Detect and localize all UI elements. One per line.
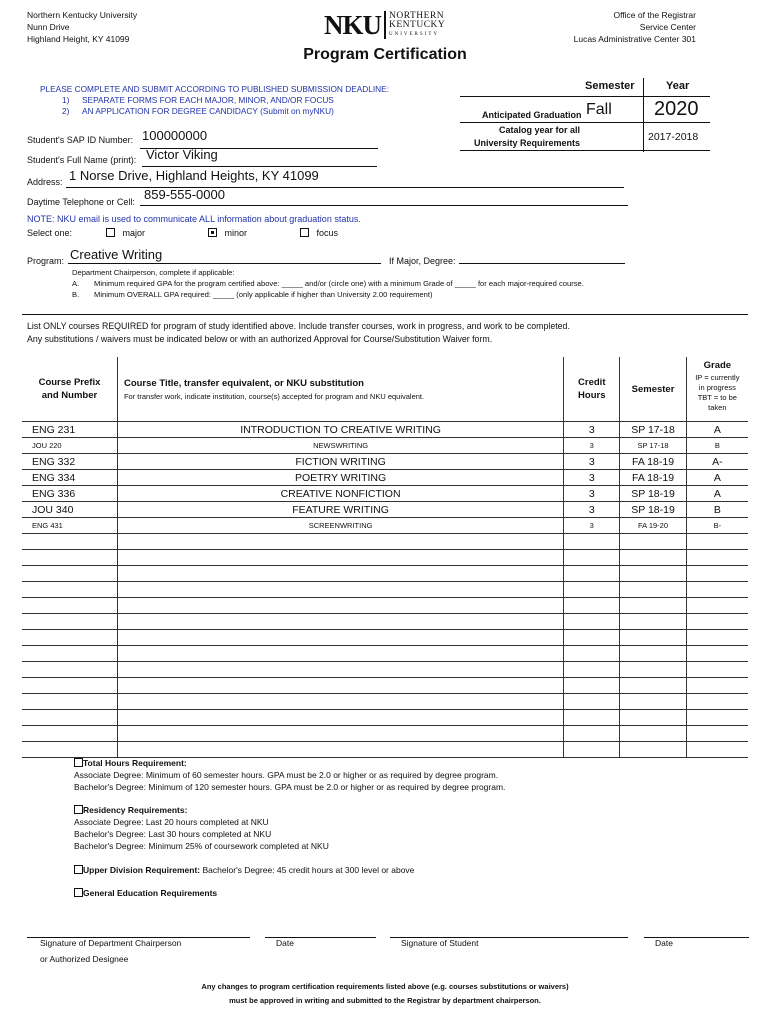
course-prefix-cell[interactable]: ENG 231 bbox=[22, 422, 117, 438]
semester-cell[interactable]: SP 18-19 bbox=[620, 502, 686, 518]
general-education-requirement bbox=[74, 887, 217, 899]
catalog-value[interactable]: 2017-2018 bbox=[648, 131, 699, 143]
instruction-item bbox=[40, 106, 389, 117]
program-label: Program: bbox=[27, 256, 65, 266]
empty-cell[interactable] bbox=[686, 646, 748, 662]
logo-divider bbox=[384, 11, 386, 39]
chair-item-b bbox=[72, 289, 584, 300]
full-name-underline bbox=[142, 166, 377, 167]
empty-cell[interactable] bbox=[686, 534, 748, 550]
header-text: and Number bbox=[41, 390, 98, 401]
header-title bbox=[117, 357, 563, 422]
footer-note bbox=[0, 980, 770, 1008]
empty-cell[interactable] bbox=[564, 614, 620, 630]
empty-cell[interactable] bbox=[686, 678, 748, 694]
credit-hours-cell[interactable]: 3 bbox=[564, 486, 620, 502]
requirement-title: Upper Division Requirement: bbox=[83, 865, 201, 875]
chair-item-a bbox=[72, 278, 584, 289]
address-line: Office of the Registrar bbox=[613, 10, 696, 20]
address-label: Address: bbox=[27, 177, 63, 187]
semester-cell[interactable]: SP 17-18 bbox=[620, 438, 686, 454]
empty-cell[interactable] bbox=[564, 726, 620, 742]
option-major[interactable] bbox=[106, 228, 145, 238]
program-field[interactable]: Creative Writing bbox=[70, 247, 163, 262]
course-prefix-cell[interactable]: ENG 336 bbox=[22, 486, 117, 502]
student-signature-label: Signature of Student bbox=[401, 938, 479, 948]
requirement-title: Total Hours Requirement: bbox=[83, 758, 187, 768]
logo-nku-text: NKU bbox=[324, 10, 381, 40]
instruction-item bbox=[40, 95, 389, 106]
empty-cell[interactable] bbox=[564, 694, 620, 710]
address-line: Lucas Administrative Center 301 bbox=[573, 34, 696, 44]
major-checkbox[interactable] bbox=[106, 228, 115, 237]
select-one-label: Select one: bbox=[27, 228, 73, 238]
full-name-field[interactable]: Victor Viking bbox=[146, 147, 218, 162]
anticipated-graduation-label: Anticipated Graduation bbox=[482, 110, 582, 120]
empty-cell[interactable] bbox=[620, 694, 686, 710]
semester-cell[interactable]: SP 17-18 bbox=[620, 422, 686, 438]
empty-cell[interactable] bbox=[564, 582, 620, 598]
full-name-label: Student's Full Name (print): bbox=[27, 155, 137, 165]
semester-cell[interactable]: SP 18-19 bbox=[620, 486, 686, 502]
table-row bbox=[22, 438, 748, 454]
semester-box-mid-rule bbox=[460, 122, 710, 123]
option-label: focus bbox=[316, 228, 339, 238]
empty-cell[interactable] bbox=[620, 710, 686, 726]
header-text: Course Prefix bbox=[38, 377, 101, 388]
course-title-cell[interactable]: SCREENWRITING bbox=[117, 518, 563, 534]
empty-cell[interactable] bbox=[620, 582, 686, 598]
empty-cell[interactable] bbox=[620, 614, 686, 630]
empty-cell[interactable] bbox=[117, 710, 563, 726]
course-title-cell[interactable]: FEATURE WRITING bbox=[117, 502, 563, 518]
empty-cell[interactable] bbox=[22, 694, 117, 710]
catalog-label bbox=[460, 124, 580, 150]
empty-cell[interactable] bbox=[117, 550, 563, 566]
residency-checkbox[interactable] bbox=[74, 805, 83, 814]
instructions bbox=[40, 84, 389, 117]
empty-cell[interactable] bbox=[22, 742, 117, 758]
list-line: Any substitutions / waivers must be indicated below or with an authorized Approval for Course/Substitution Waiver form. bbox=[27, 334, 493, 344]
header-subtext: For transfer work, indicate institution, course(s) accepted for program and NKU equivalent. bbox=[123, 391, 425, 401]
phone-field[interactable]: 859-555-0000 bbox=[144, 187, 225, 202]
grade-cell[interactable]: B- bbox=[686, 518, 748, 534]
year-header: Year bbox=[666, 80, 690, 92]
table-row bbox=[22, 502, 748, 518]
grade-cell[interactable]: B bbox=[686, 438, 748, 454]
item-number: 2) bbox=[62, 106, 70, 116]
header-text: Credit bbox=[578, 377, 606, 388]
grade-cell[interactable]: A bbox=[686, 470, 748, 486]
chair-designee-label: or Authorized Designee bbox=[40, 954, 129, 964]
empty-cell[interactable] bbox=[117, 614, 563, 630]
table-row-empty bbox=[22, 598, 748, 614]
item-text: SEPARATE FORMS FOR EACH MAJOR, MINOR, AND/OR FOCUS bbox=[82, 95, 334, 105]
requirement-line: Bachelor's Degree: Last 30 hours completed at NKU bbox=[74, 829, 272, 839]
table-row bbox=[22, 422, 748, 438]
empty-cell[interactable] bbox=[564, 742, 620, 758]
empty-cell[interactable] bbox=[686, 598, 748, 614]
grade-cell[interactable]: A bbox=[686, 422, 748, 438]
empty-cell[interactable] bbox=[686, 726, 748, 742]
section-divider bbox=[22, 314, 748, 315]
requirement-title: Residency Requirements: bbox=[83, 805, 188, 815]
instruction-main: PLEASE COMPLETE AND SUBMIT ACCORDING TO PUBLISHED SUBMISSION DEADLINE: bbox=[40, 84, 390, 94]
credit-hours-cell[interactable]: 3 bbox=[564, 454, 620, 470]
empty-cell[interactable] bbox=[22, 566, 117, 582]
table-row-empty bbox=[22, 566, 748, 582]
empty-cell[interactable] bbox=[686, 550, 748, 566]
empty-cell[interactable] bbox=[620, 678, 686, 694]
table-row-empty bbox=[22, 534, 748, 550]
empty-cell[interactable] bbox=[117, 534, 563, 550]
chair-signature-label: Signature of Department Chairperson bbox=[40, 938, 182, 948]
empty-cell[interactable] bbox=[22, 726, 117, 742]
credit-hours-cell[interactable]: 3 bbox=[564, 470, 620, 486]
empty-cell[interactable] bbox=[117, 630, 563, 646]
grade-cell[interactable]: A bbox=[686, 486, 748, 502]
table-header-row bbox=[22, 357, 748, 422]
grade-note-line: IP = currently bbox=[695, 373, 740, 382]
minor-checkbox[interactable] bbox=[208, 228, 217, 237]
credit-hours-cell[interactable]: 3 bbox=[564, 438, 620, 454]
grade-note bbox=[687, 373, 748, 413]
empty-cell[interactable] bbox=[117, 726, 563, 742]
empty-cell[interactable] bbox=[117, 582, 563, 598]
semester-cell[interactable]: FA 18-19 bbox=[620, 470, 686, 486]
total-hours-requirement bbox=[74, 757, 505, 793]
email-note: NOTE: NKU email is used to communicate ALL information about graduation status. bbox=[27, 214, 361, 224]
upper-division-checkbox[interactable] bbox=[74, 865, 83, 874]
empty-cell[interactable] bbox=[620, 726, 686, 742]
list-line: List ONLY courses REQUIRED for program of study identified above. Include transfer courses, work in progress, and work to be completed. bbox=[27, 321, 570, 331]
logo-word: NORTHERN bbox=[389, 11, 445, 21]
empty-cell[interactable] bbox=[564, 598, 620, 614]
empty-cell[interactable] bbox=[117, 646, 563, 662]
total-hours-checkbox[interactable] bbox=[74, 758, 83, 767]
empty-cell[interactable] bbox=[22, 710, 117, 726]
catalog-label-line: Catalog year for all bbox=[498, 125, 580, 135]
option-focus[interactable] bbox=[300, 228, 338, 238]
empty-cell[interactable] bbox=[620, 742, 686, 758]
requirement-line: Bachelor's Degree: 45 credit hours at 300 level or above bbox=[202, 865, 415, 875]
course-title-cell[interactable]: CREATIVE NONFICTION bbox=[117, 486, 563, 502]
empty-cell[interactable] bbox=[117, 694, 563, 710]
course-title-cell[interactable]: POETRY WRITING bbox=[117, 470, 563, 486]
semester-box-top-rule bbox=[460, 96, 710, 97]
page-title: Program Certification bbox=[303, 46, 467, 63]
option-label: minor bbox=[224, 228, 248, 238]
credit-hours-cell[interactable]: 3 bbox=[564, 422, 620, 438]
empty-cell[interactable] bbox=[686, 614, 748, 630]
empty-cell[interactable] bbox=[686, 742, 748, 758]
focus-checkbox[interactable] bbox=[300, 228, 309, 237]
year-value[interactable]: 2020 bbox=[654, 98, 699, 120]
empty-cell[interactable] bbox=[117, 598, 563, 614]
course-prefix-cell[interactable]: JOU 220 bbox=[22, 438, 117, 454]
if-major-label: If Major, Degree: bbox=[389, 256, 456, 266]
empty-cell[interactable] bbox=[620, 534, 686, 550]
student-date-label: Date bbox=[655, 938, 673, 948]
program-underline bbox=[68, 263, 381, 264]
semester-box-divider bbox=[643, 78, 644, 152]
empty-cell[interactable] bbox=[564, 678, 620, 694]
header-text: Grade bbox=[703, 360, 732, 371]
course-prefix-cell[interactable]: ENG 431 bbox=[22, 518, 117, 534]
table-row-empty bbox=[22, 662, 748, 678]
semester-value[interactable]: Fall bbox=[586, 101, 612, 118]
item-number: 1) bbox=[62, 95, 70, 105]
semester-box bbox=[460, 78, 710, 158]
credit-hours-cell[interactable]: 3 bbox=[564, 502, 620, 518]
course-prefix-cell[interactable]: ENG 334 bbox=[22, 470, 117, 486]
empty-cell[interactable] bbox=[22, 550, 117, 566]
empty-cell[interactable] bbox=[117, 742, 563, 758]
header-text: Course Title, transfer equivalent, or NKU substitution bbox=[123, 377, 364, 389]
item-number: A. bbox=[72, 279, 80, 288]
table-row-empty bbox=[22, 694, 748, 710]
credit-hours-cell[interactable]: 3 bbox=[564, 518, 620, 534]
table-row-empty bbox=[22, 614, 748, 630]
table-row-empty bbox=[22, 550, 748, 566]
course-title-cell[interactable]: INTRODUCTION TO CREATIVE WRITING bbox=[117, 422, 563, 438]
course-title-cell[interactable]: NEWSWRITING bbox=[117, 438, 563, 454]
sap-id-field[interactable]: 100000000 bbox=[142, 128, 208, 143]
address-line: Highland Height, KY 41099 bbox=[27, 34, 130, 44]
address-line: Northern Kentucky University bbox=[27, 10, 138, 20]
chair-instructions bbox=[72, 267, 584, 300]
empty-cell[interactable] bbox=[686, 710, 748, 726]
course-prefix-cell[interactable]: ENG 332 bbox=[22, 454, 117, 470]
empty-cell[interactable] bbox=[22, 630, 117, 646]
nku-logo bbox=[324, 9, 449, 41]
course-table bbox=[22, 357, 748, 758]
table-row-empty bbox=[22, 582, 748, 598]
course-prefix-cell[interactable]: JOU 340 bbox=[22, 502, 117, 518]
table-row bbox=[22, 518, 748, 534]
address-line: Service Center bbox=[639, 22, 696, 32]
logo-word: UNIVERSITY bbox=[389, 32, 439, 37]
requirement-line: Associate Degree: Last 20 hours completed at NKU bbox=[74, 817, 269, 827]
empty-cell[interactable] bbox=[620, 566, 686, 582]
empty-cell[interactable] bbox=[22, 662, 117, 678]
grade-note-line: TBT = to be bbox=[697, 393, 737, 402]
grade-cell[interactable]: A- bbox=[686, 454, 748, 470]
gen-ed-checkbox[interactable] bbox=[74, 888, 83, 897]
chair-intro: Department Chairperson, complete if applicable: bbox=[72, 268, 235, 277]
empty-cell[interactable] bbox=[686, 662, 748, 678]
residency-requirement bbox=[74, 804, 329, 852]
empty-cell[interactable] bbox=[117, 566, 563, 582]
semester-header: Semester bbox=[585, 80, 635, 92]
item-number: B. bbox=[72, 290, 80, 299]
empty-cell[interactable] bbox=[564, 710, 620, 726]
phone-underline bbox=[140, 205, 628, 206]
empty-cell[interactable] bbox=[620, 550, 686, 566]
empty-cell[interactable] bbox=[620, 646, 686, 662]
catalog-label-line: University Requirements bbox=[473, 138, 580, 148]
address-field[interactable]: 1 Norse Drive, Highland Heights, KY 41099 bbox=[69, 168, 319, 183]
empty-cell[interactable] bbox=[564, 646, 620, 662]
empty-cell[interactable] bbox=[22, 614, 117, 630]
empty-cell[interactable] bbox=[564, 662, 620, 678]
requirement-line: Bachelor's Degree: Minimum of 120 semester hours. GPA must be 2.0 or higher or as required by degree program. bbox=[74, 782, 506, 792]
header-semester: Semester bbox=[620, 357, 686, 422]
footer-line: must be approved in writing and submitted to the Registrar by department chairperson. bbox=[229, 996, 541, 1005]
empty-cell[interactable] bbox=[686, 630, 748, 646]
registrar-address bbox=[476, 9, 696, 45]
empty-cell[interactable] bbox=[686, 582, 748, 598]
address-line: Nunn Drive bbox=[27, 22, 70, 32]
table-row-empty bbox=[22, 726, 748, 742]
empty-cell[interactable] bbox=[620, 662, 686, 678]
empty-cell[interactable] bbox=[620, 598, 686, 614]
university-address bbox=[27, 9, 227, 45]
empty-cell[interactable] bbox=[117, 662, 563, 678]
option-label: major bbox=[122, 228, 146, 238]
header-prefix bbox=[22, 357, 117, 422]
grade-cell[interactable]: B bbox=[686, 502, 748, 518]
table-row-empty bbox=[22, 742, 748, 758]
empty-cell[interactable] bbox=[117, 678, 563, 694]
upper-division-requirement bbox=[74, 864, 414, 876]
chair-date-label: Date bbox=[276, 938, 294, 948]
empty-cell[interactable] bbox=[564, 566, 620, 582]
grade-note-line: taken bbox=[708, 403, 727, 412]
empty-cell[interactable] bbox=[686, 566, 748, 582]
table-row-empty bbox=[22, 630, 748, 646]
header-grade bbox=[686, 357, 748, 422]
footer-line: Any changes to program certification requirements listed above (e.g. courses substitutions or waivers) bbox=[201, 982, 569, 991]
empty-cell[interactable] bbox=[686, 694, 748, 710]
table-row bbox=[22, 486, 748, 502]
empty-cell[interactable] bbox=[22, 598, 117, 614]
empty-cell[interactable] bbox=[620, 630, 686, 646]
empty-cell[interactable] bbox=[564, 550, 620, 566]
item-text: Minimum OVERALL GPA required: _____ (only applicable if higher than University 2.00 requirement) bbox=[94, 290, 433, 299]
empty-cell[interactable] bbox=[22, 646, 117, 662]
table-row-empty bbox=[22, 710, 748, 726]
sap-id-label: Student's SAP ID Number: bbox=[27, 135, 134, 145]
logo-words bbox=[389, 12, 445, 39]
logo-word: KENTUCKY bbox=[389, 20, 446, 30]
option-minor[interactable] bbox=[208, 228, 247, 238]
header-text: Hours bbox=[578, 390, 606, 401]
requirement-line: Associate Degree: Minimum of 60 semester hours. GPA must be 2.0 or higher or as required by degree program. bbox=[74, 770, 499, 780]
requirement-title: General Education Requirements bbox=[83, 888, 218, 898]
item-text: Minimum required GPA for the program certified above: _____ and/or (circle one) with a minimum Grade of _____ for each major-required course. bbox=[94, 279, 584, 288]
item-text: AN APPLICATION FOR DEGREE CANDIDACY (Submit on myNKU) bbox=[82, 106, 334, 116]
grade-note-line: in progress bbox=[698, 383, 736, 392]
empty-cell[interactable] bbox=[22, 678, 117, 694]
table-row-empty bbox=[22, 678, 748, 694]
empty-cell[interactable] bbox=[564, 630, 620, 646]
table-row bbox=[22, 454, 748, 470]
requirement-line: Bachelor's Degree: Minimum 25% of coursework completed at NKU bbox=[74, 841, 329, 851]
empty-cell[interactable] bbox=[22, 534, 117, 550]
table-row bbox=[22, 470, 748, 486]
phone-label: Daytime Telephone or Cell: bbox=[27, 197, 135, 207]
header-credit bbox=[564, 357, 620, 422]
semester-cell[interactable]: FA 19-20 bbox=[620, 518, 686, 534]
empty-cell[interactable] bbox=[22, 582, 117, 598]
list-instructions bbox=[27, 320, 570, 346]
course-title-cell[interactable]: FICTION WRITING bbox=[117, 454, 563, 470]
degree-underline bbox=[459, 263, 625, 264]
empty-cell[interactable] bbox=[564, 534, 620, 550]
semester-box-bottom-rule bbox=[460, 150, 710, 151]
table-row-empty bbox=[22, 646, 748, 662]
semester-cell[interactable]: FA 18-19 bbox=[620, 454, 686, 470]
